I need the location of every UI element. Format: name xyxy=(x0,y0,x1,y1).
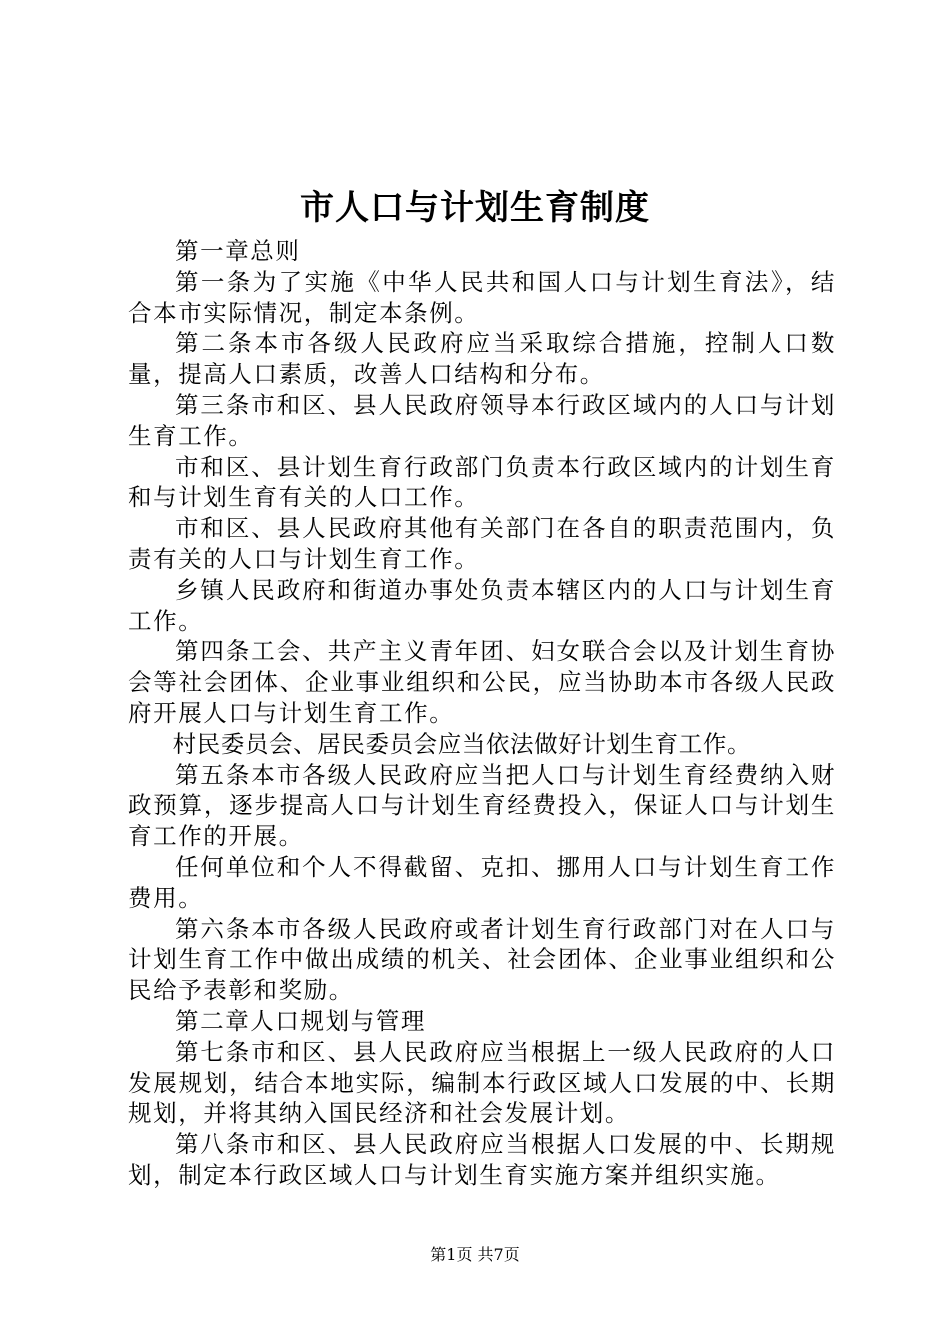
paragraph: 第六条本市各级人民政府或者计划生育行政部门对在人口与计划生育工作中做出成绩的机关、社会团体、企业事业组织和公民给予表彰和奖励。 xyxy=(128,914,836,1005)
chapter-heading: 第二章人口规划与管理 xyxy=(175,1006,426,1035)
paragraph: 第一条为了实施《中华人民共和国人口与计划生育法》，结合本市实际情况，制定本条例。 xyxy=(128,267,836,327)
paragraph: 乡镇人民政府和街道办事处负责本辖区内的人口与计划生育工作。 xyxy=(128,575,836,635)
page-number: 第1页 共7页 xyxy=(430,1245,520,1264)
paragraph: 第五条本市各级人民政府应当把人口与计划生育经费纳入财政预算，逐步提高人口与计划生育经费投入，保证人口与计划生育工作的开展。 xyxy=(128,760,836,851)
paragraph: 第七条市和区、县人民政府应当根据上一级人民政府的人口发展规划，结合本地实际，编制本行政区域人口发展的中、长期规划，并将其纳入国民经济和社会发展计划。 xyxy=(128,1037,836,1128)
paragraph: 市和区、县人民政府其他有关部门在各自的职责范围内，负责有关的人口与计划生育工作。 xyxy=(128,514,836,573)
document-title: 市人口与计划生育制度 xyxy=(300,188,650,228)
paragraph: 第四条工会、共产主义青年团、妇女联合会以及计划生育协会等社会团体、企业事业组织和公民，应当协助本市各级人民政府开展人口与计划生育工作。 xyxy=(128,637,836,727)
chapter-heading: 第一章总则 xyxy=(175,237,301,265)
document-body xyxy=(128,236,836,1191)
paragraph: 第三条市和区、县人民政府领导本行政区域内的人口与计划生育工作。 xyxy=(128,390,836,450)
paragraph: 第八条市和区、县人民政府应当根据人口发展的中、长期规划，制定本行政区域人口与计划生育实施方案并组织实施。 xyxy=(128,1130,836,1189)
paragraph: 村民委员会、居民委员会应当依法做好计划生育工作。 xyxy=(172,729,752,758)
paragraph: 任何单位和个人不得截留、克扣、挪用人口与计划生育工作费用。 xyxy=(128,852,836,912)
paragraph: 市和区、县计划生育行政部门负责本行政区域内的计划生育和与计划生育有关的人口工作。 xyxy=(128,452,836,512)
paragraph: 第二条本市各级人民政府应当采取综合措施，控制人口数量，提高人口素质，改善人口结构和分布。 xyxy=(128,329,836,389)
